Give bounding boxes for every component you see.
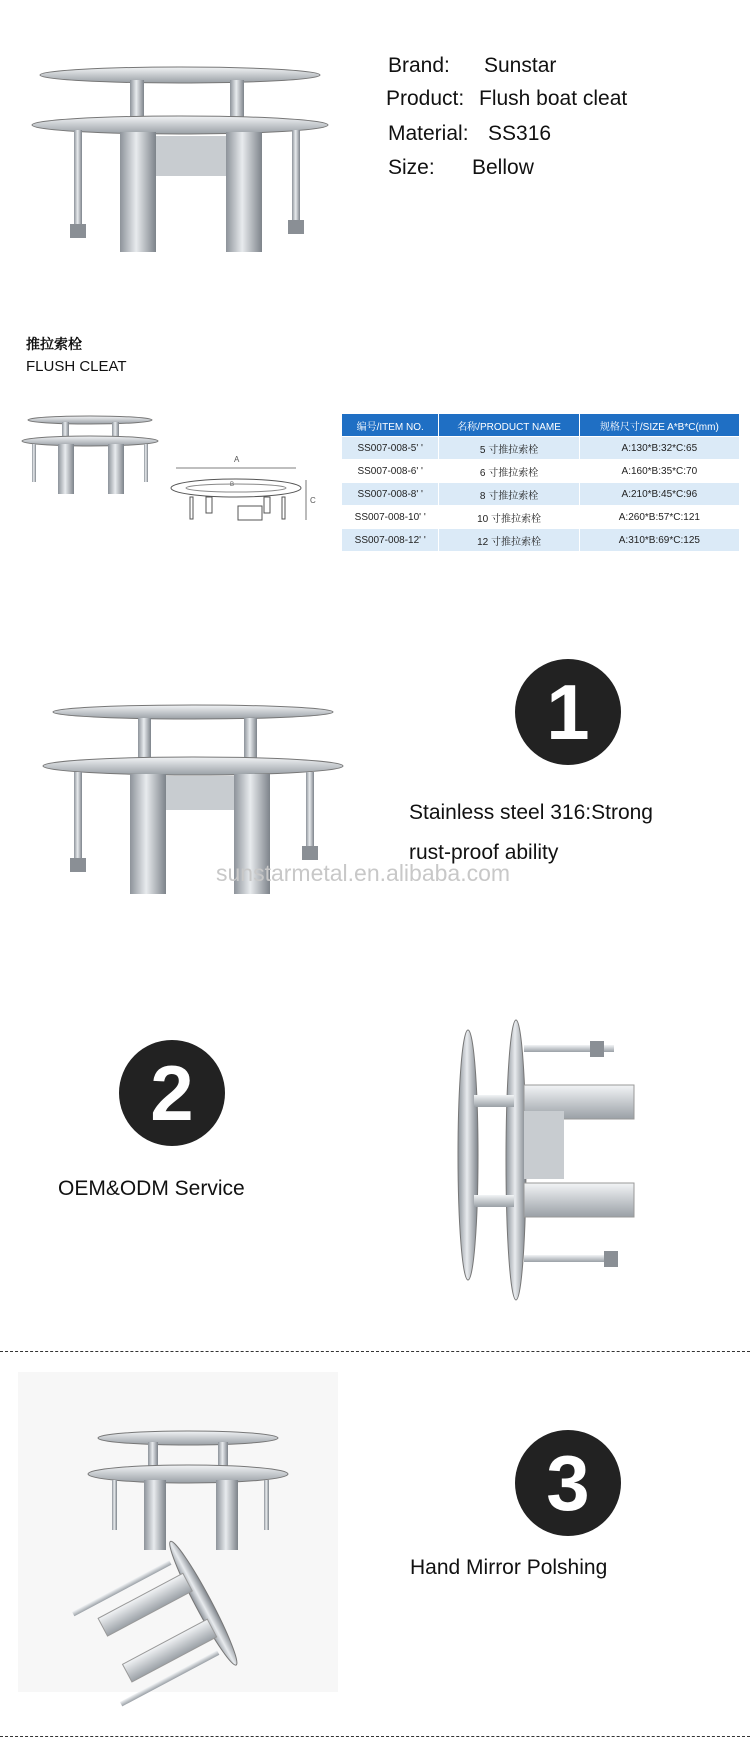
cleat-photo-feature-2 bbox=[456, 1015, 656, 1305]
feature-text-1b: rust-proof ability bbox=[409, 841, 559, 864]
cleat-photo-small bbox=[20, 412, 160, 497]
section-title-cn: 推拉索栓 bbox=[26, 336, 82, 352]
table-row bbox=[342, 506, 740, 529]
feature-text-3: Hand Mirror Polshing bbox=[410, 1556, 608, 1579]
table-row bbox=[342, 483, 740, 506]
spec-table bbox=[341, 413, 740, 552]
table-cell: 6 寸推拉索栓 bbox=[439, 460, 579, 483]
table-cell: 12 寸推拉索栓 bbox=[439, 529, 579, 552]
table-cell: SS007-008-8' ' bbox=[342, 483, 439, 506]
dim-label-b: B bbox=[230, 482, 235, 488]
table-cell: A:160*B:35*C:70 bbox=[579, 460, 739, 483]
watermark: sunstarmetal.en.alibaba.com bbox=[216, 860, 511, 886]
table-header: 规格尺寸/SIZE A*B*C(mm) bbox=[579, 414, 739, 437]
spec-material: Material: SS316 bbox=[388, 122, 552, 145]
table-cell: SS007-008-6' ' bbox=[342, 460, 439, 483]
cleat-photo-feature-3 bbox=[18, 1372, 338, 1692]
divider bbox=[0, 1351, 750, 1352]
table-row bbox=[342, 529, 740, 552]
table-cell: 10 寸推拉索栓 bbox=[439, 506, 579, 529]
table-cell: A:310*B:69*C:125 bbox=[579, 529, 739, 552]
spec-product: Product: Flush boat cleat bbox=[386, 87, 628, 110]
feature-text-1a: Stainless steel 316:Strong bbox=[409, 801, 653, 824]
table-header-row bbox=[342, 414, 740, 437]
table-cell: SS007-008-5' ' bbox=[342, 437, 439, 460]
table-header: 名称/PRODUCT NAME bbox=[439, 414, 579, 437]
divider bbox=[0, 1736, 750, 1737]
table-row bbox=[342, 460, 740, 483]
spec-size: Size: Bellow bbox=[388, 156, 534, 179]
spec-brand: Brand: Sunstar bbox=[388, 54, 557, 77]
table-row bbox=[342, 437, 740, 460]
table-cell: SS007-008-10' ' bbox=[342, 506, 439, 529]
dim-label-a: A bbox=[234, 455, 240, 464]
cleat-dimension-diagram bbox=[166, 448, 336, 538]
table-cell: 5 寸推拉索栓 bbox=[439, 437, 579, 460]
section-title-en: FLUSH CLEAT bbox=[26, 358, 127, 375]
table-cell: A:130*B:32*C:65 bbox=[579, 437, 739, 460]
feature-number-badge-3: 3 bbox=[515, 1430, 621, 1536]
table-header: 编号/ITEM NO. bbox=[342, 414, 439, 437]
feature-number-badge-2: 2 bbox=[119, 1040, 225, 1146]
table-cell: A:210*B:45*C:96 bbox=[579, 483, 739, 506]
feature-text-2: OEM&ODM Service bbox=[58, 1177, 245, 1200]
table-cell: SS007-008-12' ' bbox=[342, 529, 439, 552]
feature-number-badge-1: 1 bbox=[515, 659, 621, 765]
table-cell: 8 寸推拉索栓 bbox=[439, 483, 579, 506]
table-cell: A:260*B:57*C:121 bbox=[579, 506, 739, 529]
cleat-photo-top bbox=[30, 40, 330, 270]
dim-label-c: C bbox=[310, 496, 316, 505]
